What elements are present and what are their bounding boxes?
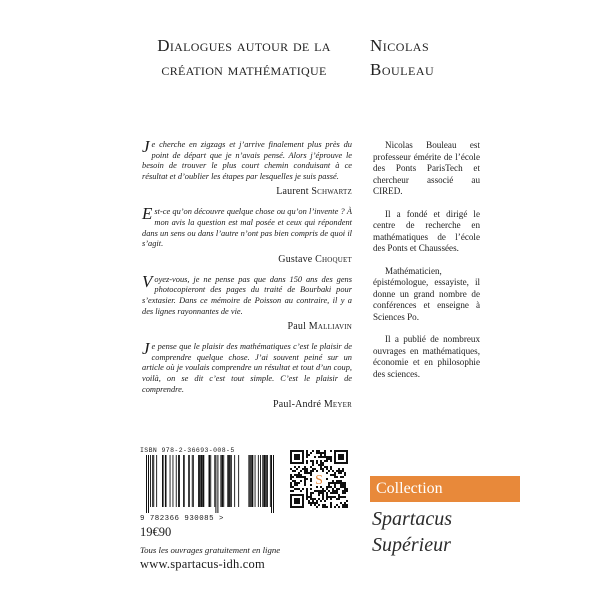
quote-author-last: Malliavin [308,321,352,333]
quote-body: oyez-vous, je ne pense pas que dans 150 ans des gens photocopieront des pages du traité de Bourbaki pour s’extasier. Dans ce mémoire de Poisson au contraire, il y a des lignes rayonnantes de vie. [142,274,352,316]
quote-body: st-ce qu’on découvre quelque chose ou qu’on l’invente ? À mon avis la question est mal posée et ceux qui répondent dans un sens ou dans l’autre n’ont pas bien compris de quoi il s’agit. [142,207,352,249]
barcode-digits: 9 782366 930085 > [140,515,224,523]
price: 19€90 [140,525,172,539]
quote-author-first: Paul-André [273,399,322,411]
bio-paragraph: Mathématicien, épistémologue, essayiste, il donne un grand nombre de conférences et enseigne à Sciences Po. [373,265,480,322]
quote-author-last: Choquet [315,253,352,265]
drop-cap: J [142,339,150,359]
isbn-block [140,447,280,523]
ean13-barcode-icon [140,455,280,513]
tagline: Tous les ouvrages gratuitement en ligne [140,545,281,555]
author-last-name: Bouleau [370,60,435,79]
quote-author [142,321,352,332]
svg-text:S: S [315,473,323,488]
quote-author-last: Meyer [323,399,352,411]
author-bio [373,140,480,391]
quote-text [142,339,352,395]
quote-text [142,137,352,182]
book-title [128,34,360,82]
quote-author-first: Gustave [278,253,313,265]
quote-author [142,399,352,410]
author-first-name: Nicolas [370,36,430,55]
series-name [372,506,522,558]
quotes-column [142,137,352,420]
quote-schwartz [142,137,352,198]
quote-author-first: Paul [287,321,307,333]
isbn-label: ISBN 978-2-36693-008-5 [140,447,235,454]
series-name-line-2: Supérieur [372,534,451,556]
quote-author-first: Laurent [276,186,309,198]
book-title-line-2: création mathématique [161,60,327,79]
quote-author-last: Schwartz [311,186,352,198]
series-name-line-1: Spartacus [372,508,452,530]
quote-body: e pense que le plaisir des mathématiques c’est le plaisir de comprendre quelque chose. J’ai souvent peiné sur un article où je voulais comprendre un résultat et tout d’un coup, voilà, on se dit c’est tout simple. C’est le plaisir de comprendre. [142,342,352,394]
book-title-line-1: Dialogues autour de la [157,36,331,55]
quote-malliavin [142,271,352,333]
quote-text [142,271,352,317]
quote-text [142,204,352,249]
qr-code-icon [290,450,348,508]
quote-choquet [142,204,352,265]
quote-meyer [142,339,352,411]
author-name [370,34,480,82]
bio-paragraph: Il a publié de nombreux ouvrages en mathématiques, économie et en philosophie des sciences. [373,334,480,379]
website-link[interactable]: www.spartacus-idh.com [140,557,265,571]
drop-cap: V [142,271,153,291]
collection-banner: Collection [370,476,520,502]
quote-author [142,186,352,197]
quote-body: e cherche en zigzags et j’arrive finalement plus près du point de départ que je n’avais pensé. Alors j’éprouve le besoin de trouver le plus court chemin conduisant à ce résultat et d’oublier les étapes par lesquelles je suis passé. [142,140,352,181]
bio-paragraph: Nicolas Bouleau est professeur émérite de l’école des Ponts ParisTech et chercheur associé au CIRED. [373,140,480,196]
drop-cap: J [142,137,150,156]
bio-paragraph: Il a fondé et dirigé le centre de recherche en mathématiques de l’école des Ponts et Chaussées. [373,208,480,253]
quote-author [142,254,352,265]
drop-cap: E [142,204,153,224]
